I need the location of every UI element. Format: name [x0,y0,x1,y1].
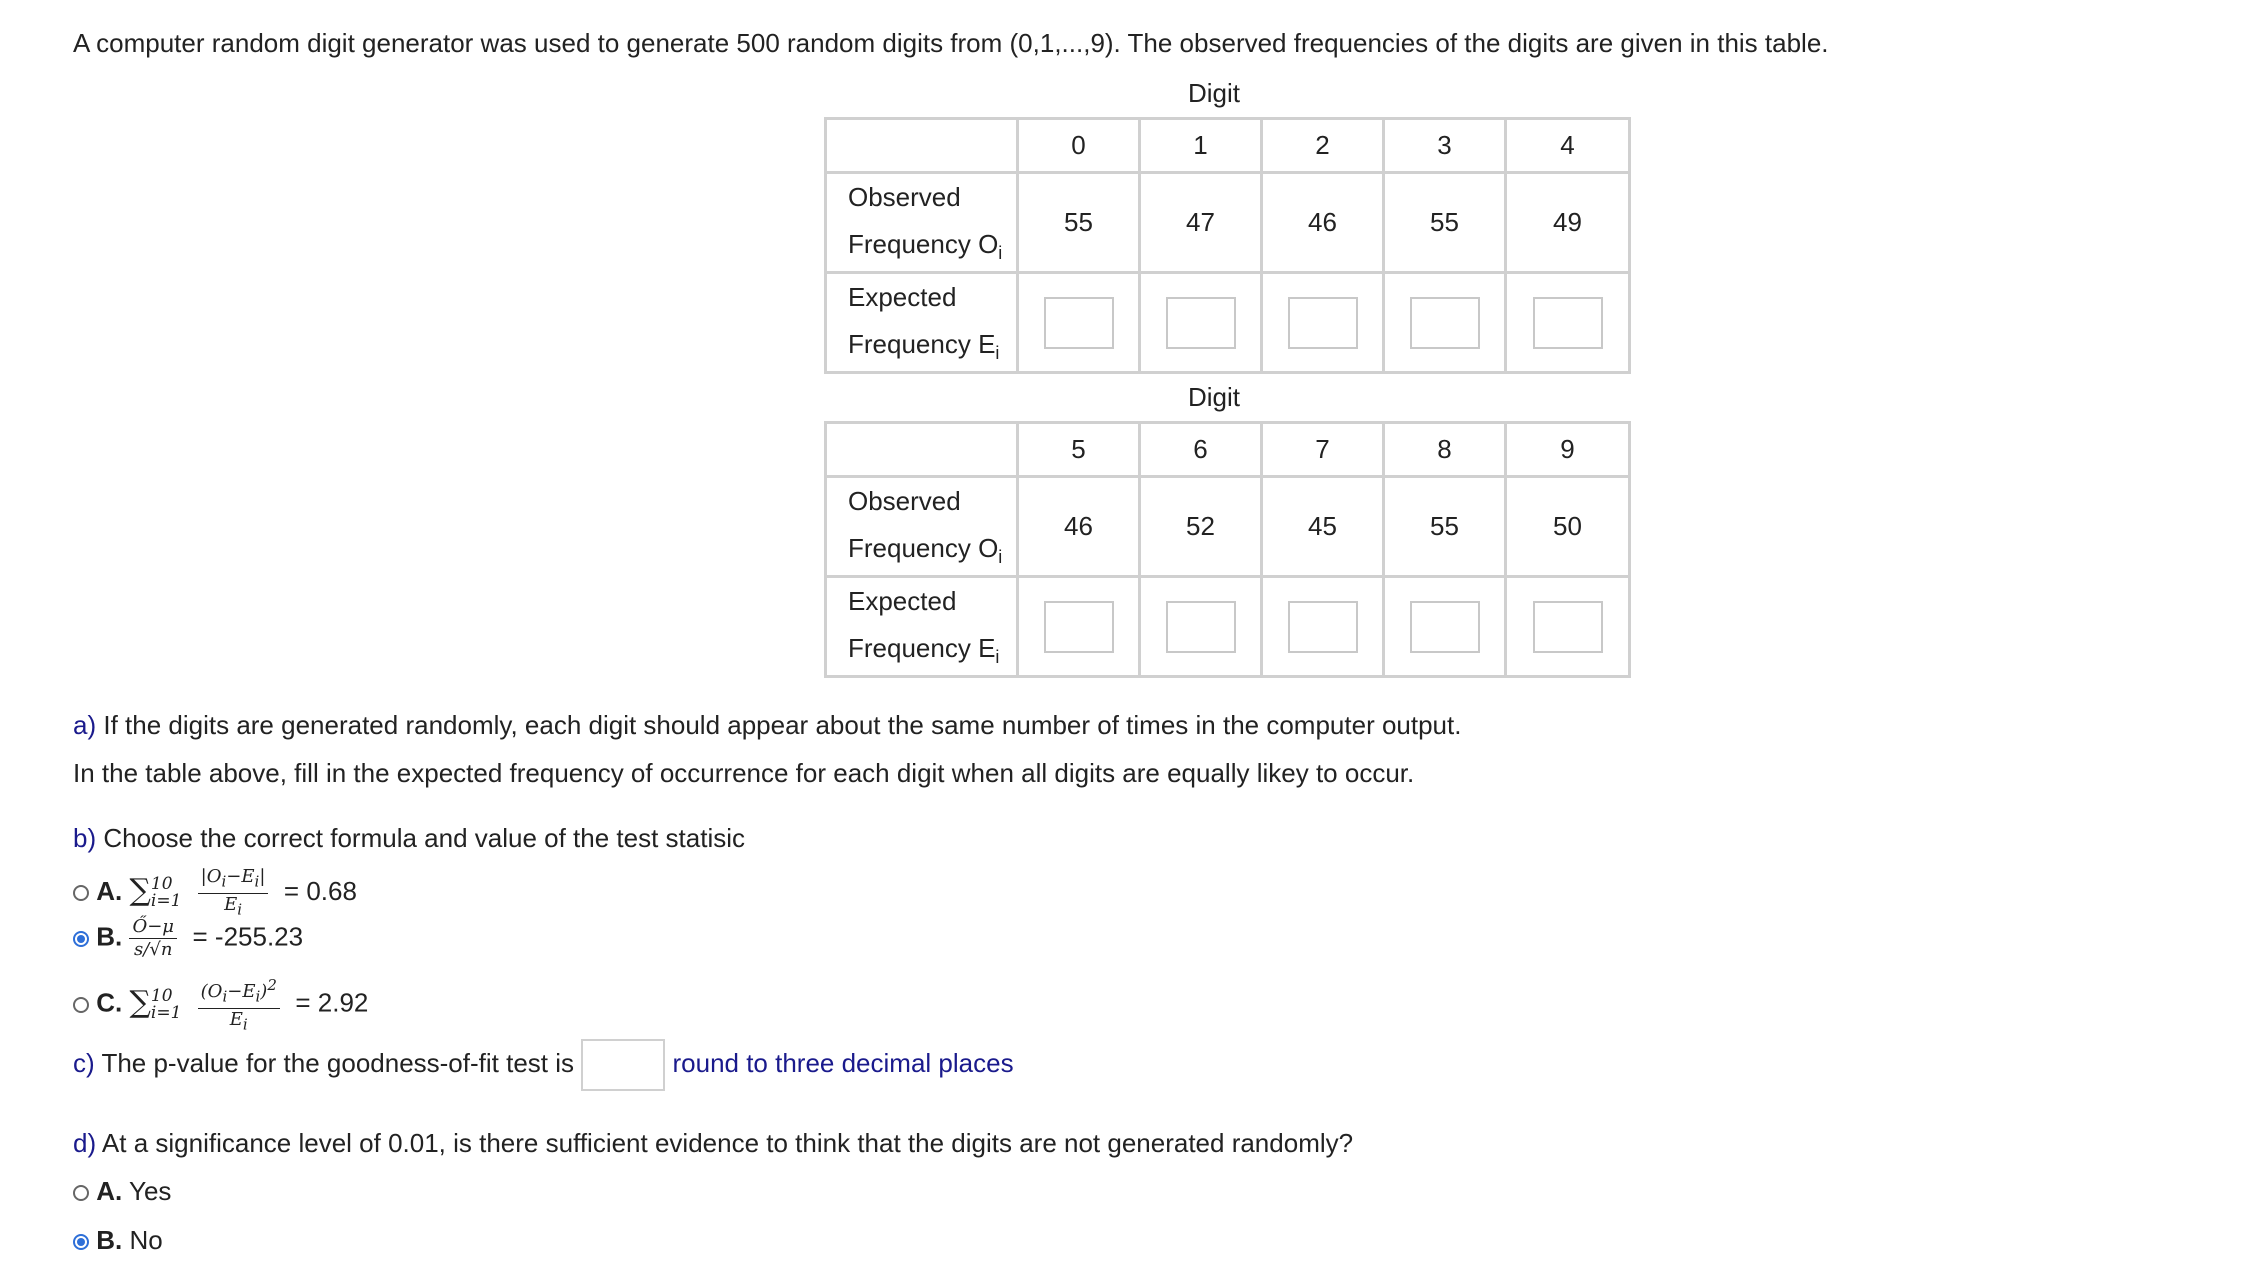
observed-value: 45 [1262,477,1384,577]
expected-input-digit-9[interactable] [1533,601,1603,653]
observed-value: 46 [1262,173,1384,273]
digit-header: 4 [1506,119,1630,173]
expected-input-digit-0[interactable] [1044,297,1114,349]
observed-row [826,173,1630,273]
radio-button[interactable] [73,1185,89,1201]
option-letter: B. [96,921,123,952]
intro-text: A computer random digit generator was used to generate 500 random digits from (0,1,...,9). The observed frequencies of the digits are given in this table. [73,28,1829,58]
observed-row-label [826,173,1018,273]
expected-input-digit-8[interactable] [1410,601,1480,653]
expected-input-digit-3[interactable] [1410,297,1480,349]
option-value: -255.23 [214,921,304,952]
radio-button[interactable] [73,885,89,901]
observed-value: 47 [1140,173,1262,273]
sigma-symbol: ∑ [129,873,151,909]
digit-header: 5 [1018,423,1140,477]
frequency-table-2 [824,421,1631,678]
option-b-b[interactable] [73,916,303,961]
option-d-b[interactable] [73,1225,163,1256]
digit-header: 9 [1506,423,1630,477]
question-a-letter: a) [73,710,97,740]
question-d-text: At a significance level of 0.01, is there sufficient evidence to think that the digits are not generated randomly? [101,1128,1354,1158]
observed-value: 52 [1140,477,1262,577]
expected-input-digit-5[interactable] [1044,601,1114,653]
rounding-hint: round to three decimal places [672,1047,1014,1078]
question-a-line2: In the table above, fill in the expected frequency of occurrence for each digit when all digits are equally likey to occur. [73,758,1415,788]
observed-value: 49 [1506,173,1630,273]
fraction: $\frac{(O_i-E_i)^2}{E_i}$ [198,974,280,1035]
observed-value: 50 [1506,477,1630,577]
fraction: $\frac{|O_i-E_i|}{E_i}$ [198,866,269,920]
observed-value: 55 [1384,477,1506,577]
expected-label-subscript: i [995,343,1000,363]
fraction: $\frac{Ő-\mu}{s/√n}$ [129,916,177,961]
observed-row [826,477,1630,577]
observed-value: 55 [1384,173,1506,273]
option-b-a[interactable] [73,866,357,920]
expected-label-subscript: i [995,647,1000,667]
radio-button-selected[interactable] [73,1234,89,1250]
equals-sign: = [288,987,318,1018]
digit-header: 2 [1262,119,1384,173]
option-d-a[interactable] [73,1176,171,1207]
observed-value: 55 [1018,173,1140,273]
digit-header: 7 [1262,423,1384,477]
digit-header: 6 [1140,423,1262,477]
option-label: Yes [129,1176,172,1206]
expected-row-label [826,577,1018,677]
option-letter: A. [96,876,123,907]
question-a-line1 [73,710,1461,741]
empty-header-cell [826,119,1018,173]
question-d-letter: d) [73,1128,97,1158]
digit-caption-2: Digit [1188,382,1241,412]
expected-label-line1: Expected [848,282,957,312]
observed-value: 46 [1018,477,1140,577]
digit-header: 8 [1384,423,1506,477]
radio-button-selected[interactable] [73,931,89,947]
expected-row [826,273,1630,373]
option-value: 0.68 [306,876,357,907]
observed-label-line1: Observed [848,182,961,212]
expected-input-digit-7[interactable] [1288,601,1358,653]
question-c [73,1039,1014,1091]
expected-input-digit-4[interactable] [1533,297,1603,349]
formula-z-stat [129,916,185,960]
observed-label-subscript: i [998,243,1003,263]
option-value: 2.92 [317,987,369,1018]
formula-sum-abs [129,866,276,919]
expected-input-digit-1[interactable] [1166,297,1236,349]
option-letter: B. [96,1225,123,1255]
sum-limits: 10 i=1 [150,985,182,1023]
observed-label-subscript: i [998,547,1003,567]
equals-sign: = [276,876,307,907]
observed-label-line2: Frequency O [848,533,999,563]
question-b-prompt [73,823,745,854]
expected-label-line2: Frequency E [848,329,996,359]
option-letter: A. [96,1176,123,1206]
expected-label-line2: Frequency E [848,633,996,663]
expected-row-label [826,273,1018,373]
expected-label-line1: Expected [848,586,957,616]
sigma-symbol: ∑ [129,984,151,1020]
option-b-c[interactable] [73,974,368,1035]
digit-header: 0 [1018,119,1140,173]
p-value-input[interactable] [581,1039,665,1091]
question-d-prompt [73,1128,1353,1159]
frequency-table-1 [824,117,1631,374]
option-letter: C. [96,987,123,1018]
empty-header-cell [826,423,1018,477]
question-c-text: The p-value for the goodness-of-fit test is [101,1047,575,1078]
expected-row [826,577,1630,677]
digit-header-row [826,423,1630,477]
formula-chi-square [129,976,288,1034]
observed-label-line1: Observed [848,486,961,516]
equals-sign: = [185,921,215,952]
digit-caption-1: Digit [1188,78,1241,108]
question-b-letter: b) [73,823,97,853]
digit-header: 1 [1140,119,1262,173]
observed-label-line2: Frequency O [848,229,999,259]
question-c-letter: c) [73,1047,95,1078]
digit-header: 3 [1384,119,1506,173]
observed-row-label [826,477,1018,577]
digit-header-row [826,119,1630,173]
question-a-text: If the digits are generated randomly, each digit should appear about the same number of times in the computer output. [103,710,1462,740]
expected-input-digit-6[interactable] [1166,601,1236,653]
sum-limits: 10 i=1 [150,874,182,912]
option-label: No [129,1225,163,1255]
radio-button[interactable] [73,997,89,1013]
question-b-text: Choose the correct formula and value of the test statisic [103,823,746,853]
expected-input-digit-2[interactable] [1288,297,1358,349]
